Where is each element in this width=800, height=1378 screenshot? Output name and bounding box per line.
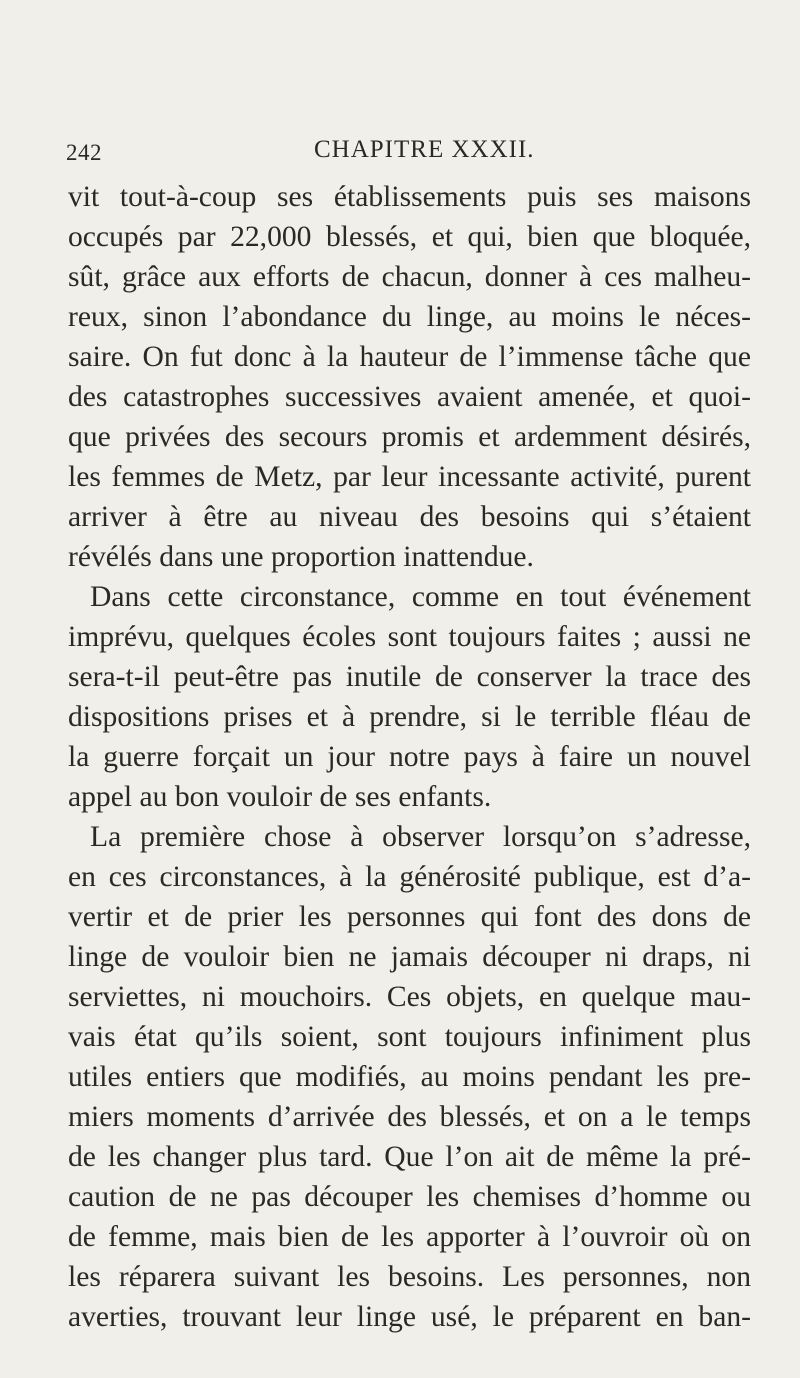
text-line: la guerre forçait un jour notre pays à faire un nouvel — [68, 741, 751, 773]
page-number: 242 — [66, 140, 102, 165]
text-line: que privées des secours promis et ardemment désirés, — [68, 421, 751, 453]
text-line: vertir et de prier les personnes qui font des dons de — [68, 901, 751, 933]
text-line: arriver à être au niveau des besoins qui s’étaient — [68, 501, 751, 533]
text-line: les femmes de Metz, par leur incessante activité, purent — [68, 461, 751, 493]
text-line: vit tout-à-coup ses établissements puis ses maisons — [68, 181, 751, 213]
body-text — [68, 177, 751, 1337]
text-line: vais état qu’ils soient, sont toujours infiniment plus — [68, 1021, 751, 1053]
text-line: imprévu, quelques écoles sont toujours faites ; aussi ne — [68, 621, 751, 653]
text-line: sût, grâce aux efforts de chacun, donner à ces malheu- — [68, 261, 751, 293]
text-line: de les changer plus tard. Que l’on ait de même la pré- — [68, 1141, 751, 1173]
text-line: La première chose à observer lorsqu’on s’adresse, — [90, 821, 751, 853]
running-title: CHAPITRE XXXII. — [314, 136, 535, 163]
text-line: sera-t-il peut-être pas inutile de conserver la trace des — [68, 661, 751, 693]
text-line: linge de vouloir bien ne jamais découper ni draps, ni — [68, 941, 751, 973]
text-line: Dans cette circonstance, comme en tout événement — [90, 581, 751, 613]
text-line: miers moments d’arrivée des blessés, et on a le temps — [68, 1101, 751, 1133]
text-line: les réparera suivant les besoins. Les personnes, non — [68, 1261, 751, 1293]
text-line: reux, sinon l’abondance du linge, au moins le néces- — [68, 301, 751, 333]
text-line: serviettes, ni mouchoirs. Ces objets, en quelque mau- — [68, 981, 751, 1013]
text-line: utiles entiers que modifiés, au moins pendant les pre- — [68, 1061, 751, 1093]
text-line: occupés par 22,000 blessés, et qui, bien que bloquée, — [68, 221, 751, 253]
text-line: révélés dans une proportion inattendue. — [68, 541, 534, 573]
text-line: dispositions prises et à prendre, si le terrible fléau de — [68, 701, 751, 733]
text-line: en ces circonstances, à la générosité publique, est d’a- — [68, 861, 751, 893]
text-line: de femme, mais bien de les apporter à l’ouvroir où on — [68, 1221, 751, 1253]
text-line: caution de ne pas découper les chemises d’homme ou — [68, 1181, 751, 1213]
text-line: averties, trouvant leur linge usé, le préparent en ban- — [68, 1301, 751, 1333]
page-header — [66, 136, 766, 172]
text-line: appel au bon vouloir de ses enfants. — [68, 781, 492, 813]
text-line: des catastrophes successives avaient amenée, et quoi- — [68, 381, 751, 413]
text-line: saire. On fut donc à la hauteur de l’immense tâche que — [68, 341, 751, 373]
